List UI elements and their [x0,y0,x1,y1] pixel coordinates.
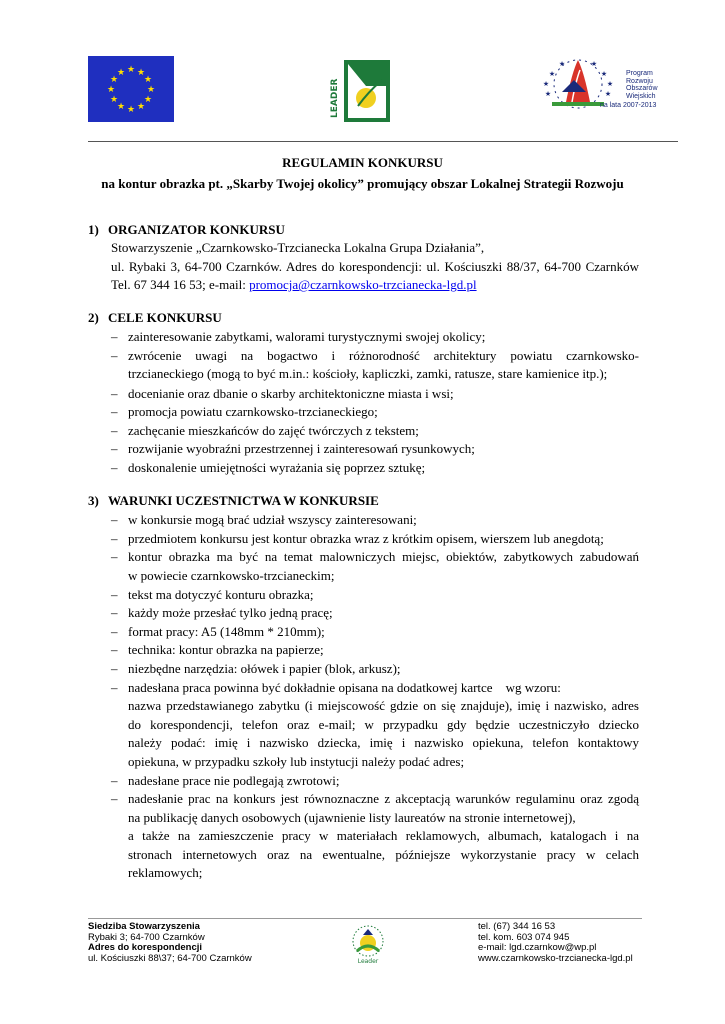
list-item: nadesłane prace nie podlegają zwrotowi; [128,773,340,788]
svg-text:★: ★ [600,70,608,78]
svg-text:★: ★ [106,85,116,95]
svg-text:★: ★ [604,90,612,98]
section-title: WARUNKI UCZESTNICTWA W KONKURSIE [108,493,379,508]
list-bullet: – [111,386,118,401]
list-bullet: – [111,404,118,419]
section-number: 2) [88,310,99,325]
list-item-continuation: stronach internetowych oraz na ewentualne, późniejsze wykorzystanie pracy w celach [128,847,639,862]
svg-text:★: ★ [590,60,598,68]
svg-text:★: ★ [109,95,119,105]
svg-text:★: ★ [116,68,126,78]
prow-years: na lata 2007-2013 [600,102,657,109]
list-item-continuation: do korespondencji, telefon oraz e-mail; w przypadku gdy będzie uczestniczyło dziecko [128,717,639,732]
svg-text:★: ★ [136,68,146,78]
list-bullet: – [111,512,118,527]
leader-logo-icon [328,56,394,126]
list-item: zachęcanie mieszkańców do zajęć twórczych z tekstem; [128,423,419,438]
footer-seat-address: Rybaki 3; 64-700 Czarnków [88,931,205,943]
list-bullet: – [111,773,118,788]
list-item: zwrócenie uwagi na bogactwo i różnorodność architektury powiatu czarnkowsko- [128,348,639,363]
svg-text:★: ★ [126,65,136,75]
list-bullet: – [111,348,118,363]
list-bullet: – [111,460,118,475]
list-bullet: – [111,661,118,676]
header-divider [88,141,678,142]
list-bullet: – [111,680,118,695]
prow-logo [532,52,662,116]
svg-text:★: ★ [146,85,156,95]
prow-line: Wiejskich [626,92,656,100]
svg-text:★: ★ [109,75,119,85]
list-item: promocja powiatu czarnkowsko-trzcianeckiego; [128,404,378,419]
footer-website[interactable]: www.czarnkowsko-trzcianecka-lgd.pl [478,952,633,964]
list-item: niezbędne narzędzia: ołówek i papier (blok, arkusz); [128,661,401,676]
list-bullet: – [111,642,118,657]
organizer-name: Stowarzyszenie „Czarnkowsko-Trzcianecka Lokalna Grupa Działania”, [111,240,485,255]
list-item: rozwijanie wyobraźni przestrzennej i zainteresowań rysunkowych; [128,441,475,456]
list-bullet: – [111,587,118,602]
list-item: zainteresowanie zabytkami, walorami turystycznymi swojej okolicy; [128,329,486,344]
prow-line: Program [626,70,653,77]
footer-left [88,922,252,964]
list-item: każdy może przesłać tylko jedną pracę; [128,605,333,620]
list-item-continuation: na publikację danych osobowych (ujawnienie listy laureatów na stronie internetowej), [128,810,576,825]
footer-phone: tel. (67) 344 16 53 [478,921,556,932]
footer-divider [88,918,642,919]
list-bullet: – [111,624,118,639]
svg-text:★: ★ [143,75,153,85]
footer-right [478,922,633,964]
list-bullet: – [111,423,118,438]
list-item-continuation: reklamowych; [128,865,203,880]
list-item: doskonalenie umiejętności wyrażania się poprzez sztukę; [128,460,426,475]
document-subtitle: na kontur obrazka pt. „Skarby Twojej okolicy” promujący obszar Lokalnej Strategii Rozwoju [101,176,624,191]
svg-text:★: ★ [116,102,126,112]
list-item: nadesłanie prac na konkurs jest równoznaczne z akceptacją warunków regulaminu oraz zgodą [128,791,639,806]
section-title: CELE KONKURSU [108,310,222,325]
svg-text:★: ★ [136,102,146,112]
section-title: ORGANIZATOR KONKURSU [108,222,285,237]
list-item: kontur obrazka ma być na temat malowniczych miejsc, obiektów, zabytkowych zabudowań [128,549,639,564]
prow-logo-text [626,70,658,100]
footer-email[interactable]: e-mail: lgd.czarnkow@wp.pl [478,942,597,953]
eu-flag-icon [88,56,174,122]
organizer-contact [111,277,477,293]
list-bullet: – [111,441,118,456]
list-item-continuation: a także na zamieszczenie pracy w materiałach reklamowych, albumach, katalogach i na [128,828,639,843]
svg-text:★: ★ [542,80,550,88]
footer-mail-address: ul. Kościuszki 88\37; 64-700 Czarnków [88,952,252,964]
list-item-continuation: trzcianeckiego (mogą to być m.in.: kościoły, kapliczki, zamki, ratusze, stare kamienice itp.); [128,366,608,381]
organizer-email-link[interactable]: promocja@czarnkowsko-trzcianecka-lgd.pl [249,277,477,292]
footer-mail-heading: Adres do korespondencji [88,942,203,953]
prow-line: Rozwoju [626,77,653,85]
list-item: przedmiotem konkursu jest kontur obrazka wraz z krótkim opisem, wierszem lub anegdotą; [128,531,604,546]
svg-text:★: ★ [126,105,136,115]
list-item-continuation: opiekuna, w przypadku szkoły lub instytucji należy podać adres; [128,754,465,769]
footer-seat-heading: Siedziba Stowarzyszenia [88,921,200,932]
section-number: 3) [88,493,99,508]
list-item-continuation: w powiecie czarnkowsko-trzcianeckim; [128,568,335,583]
organizer-phone: Tel. 67 344 16 53; e-mail: [111,277,250,292]
svg-text:★: ★ [548,70,556,78]
list-item: format pracy: A5 (148mm * 210mm); [128,624,325,639]
section-heading-goals [88,310,222,326]
svg-text:★: ★ [143,95,153,105]
list-item-continuation: należy podać: imię i nazwisko dziecka, imię i nazwisko opiekuna, telefon kontaktowy [128,735,639,750]
svg-text:★: ★ [606,80,614,88]
footer-mobile: tel. kom. 603 074 945 [478,931,570,943]
section-number: 1) [88,222,99,237]
footer-logo-text: Leader [357,958,379,965]
section-heading-conditions [88,493,379,509]
svg-text:★: ★ [558,60,566,68]
list-bullet: – [111,329,118,344]
list-item: tekst ma dotyczyć konturu obrazka; [128,587,314,602]
prow-line: Obszarów [626,85,658,93]
leader-logo-text: LEADER [330,78,340,118]
list-bullet: – [111,791,118,806]
leader-footer-logo-icon [345,921,391,965]
list-item: technika: kontur obrazka na papierze; [128,642,324,657]
list-item: docenianie oraz dbanie o skarby architektoniczne miasta i wsi; [128,386,454,401]
list-item-continuation: nazwa przedstawianego zabytku (i miejscowość gdzie on się znajduje), imię i nazwisko, adres [128,698,639,713]
document-title: REGULAMIN KONKURSU [282,155,443,170]
organizer-address: ul. Rybaki 3, 64-700 Czarnków. Adres do korespondencji: ul. Kościuszki 88/37, 64-700 Czarnków [111,259,639,274]
list-item: nadesłana praca powinna być dokładnie opisana na dodatkowej kartce wg wzoru: [128,680,561,695]
list-bullet: – [111,549,118,564]
list-item: w konkursie mogą brać udział wszyscy zainteresowani; [128,512,417,527]
list-bullet: – [111,531,118,546]
list-bullet: – [111,605,118,620]
section-heading-organizer [88,222,285,238]
svg-text:★: ★ [544,90,552,98]
